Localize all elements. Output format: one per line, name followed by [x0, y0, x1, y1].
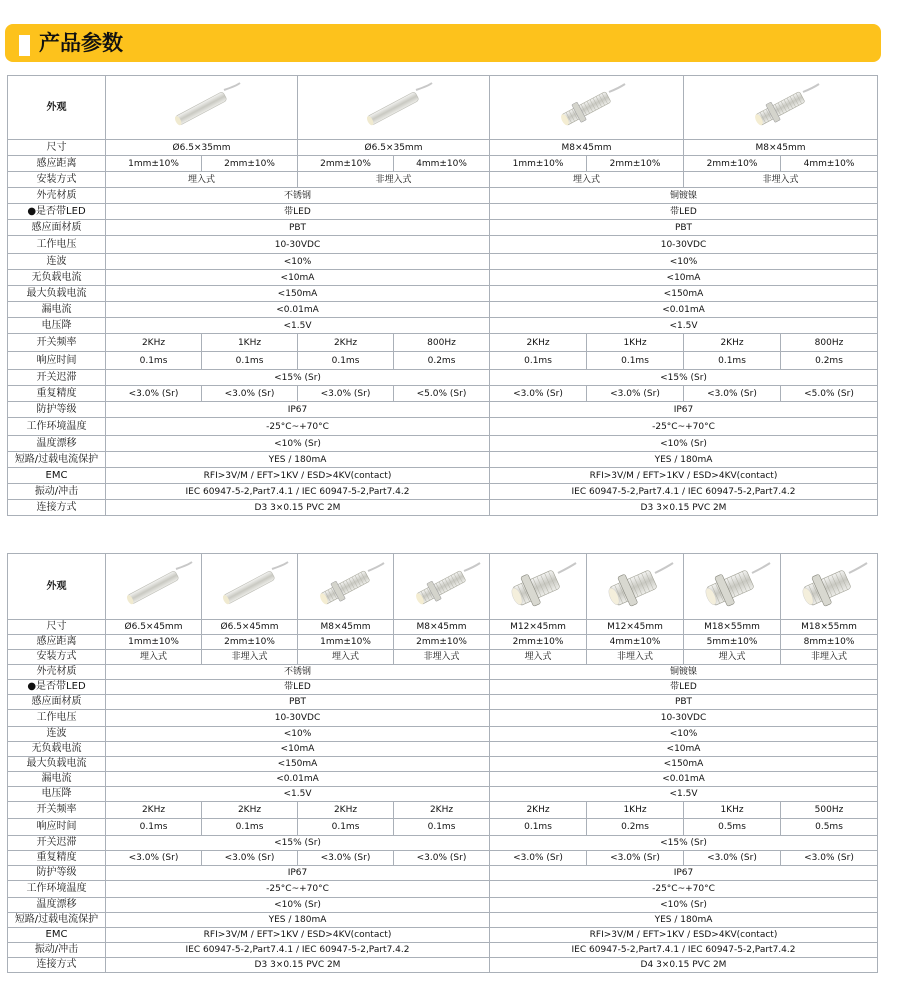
row-label: 最大负载电流	[8, 757, 106, 772]
value-cell: 2KHz	[684, 334, 781, 352]
spec-row-drift	[8, 898, 878, 913]
spec-row-ip	[8, 402, 878, 418]
value-cell: <15% (Sr)	[490, 370, 878, 386]
value-cell: <0.01mA	[106, 772, 490, 787]
value-cell: PBT	[106, 695, 490, 710]
row-label: 外壳材质	[8, 665, 106, 680]
mount-cell: 埋入式	[490, 650, 587, 665]
sensor-photo	[498, 559, 578, 615]
value-cell: 1mm±10%	[106, 156, 202, 172]
value-cell: <3.0% (Sr)	[298, 851, 394, 866]
value-cell: <0.01mA	[490, 772, 878, 787]
row-label: 感应距离	[8, 156, 106, 172]
mount-cell: 埋入式	[106, 172, 298, 188]
value-cell: <3.0% (Sr)	[684, 386, 781, 402]
photo-cell	[490, 554, 587, 620]
sensor-photo	[210, 559, 290, 615]
value-cell: 2mm±10%	[202, 156, 298, 172]
spec-row-short	[8, 452, 878, 468]
value-cell: <150mA	[106, 757, 490, 772]
photo-cell	[587, 554, 684, 620]
row-label: 工作电压	[8, 710, 106, 727]
value-cell: <150mA	[490, 757, 878, 772]
value-cell: <1.5V	[106, 787, 490, 802]
value-cell: 0.1ms	[394, 819, 490, 836]
value-cell: <10mA	[490, 742, 878, 757]
photo-cell	[684, 76, 878, 140]
value-cell: <3.0% (Sr)	[298, 386, 394, 402]
value-cell: 0.1ms	[298, 352, 394, 370]
mount-cell: 非埋入式	[781, 650, 878, 665]
row-label: 响应时间	[8, 819, 106, 836]
value-cell: 1mm±10%	[490, 156, 587, 172]
row-label: 外观	[8, 554, 106, 620]
sensor-photo	[547, 80, 627, 136]
value-cell: 4mm±10%	[781, 156, 878, 172]
value-cell: 铜镀镍	[490, 665, 878, 680]
value-cell: <10%	[490, 727, 878, 742]
row-label: 开关频率	[8, 334, 106, 352]
row-label: 漏电流	[8, 772, 106, 787]
value-cell: YES / 180mA	[490, 913, 878, 928]
row-label: 安装方式	[8, 650, 106, 665]
row-label: 最大负载电流	[8, 286, 106, 302]
mount-cell: 埋入式	[684, 650, 781, 665]
spec-row-temp	[8, 881, 878, 898]
value-cell: <10% (Sr)	[106, 898, 490, 913]
value-cell: <150mA	[106, 286, 490, 302]
size-cell: Ø6.5×35mm	[298, 140, 490, 156]
value-cell: 5mm±10%	[684, 635, 781, 650]
size-cell: M18×55mm	[781, 620, 878, 635]
spec-row-appearance	[8, 76, 878, 140]
value-cell: <10mA	[490, 270, 878, 286]
value-cell: <3.0% (Sr)	[781, 851, 878, 866]
spec-row-face	[8, 695, 878, 710]
value-cell: <5.0% (Sr)	[394, 386, 490, 402]
spec-row-noload	[8, 742, 878, 757]
row-label: 感应面材质	[8, 695, 106, 710]
value-cell: 0.1ms	[298, 819, 394, 836]
row-label: 开关迟滞	[8, 836, 106, 851]
value-cell: <10%	[106, 727, 490, 742]
value-cell: PBT	[490, 695, 878, 710]
row-label: 防护等级	[8, 402, 106, 418]
row-label: 振动/冲击	[8, 484, 106, 500]
row-label: 短路/过载电流保护	[8, 452, 106, 468]
value-cell: 0.1ms	[202, 352, 298, 370]
value-cell: <3.0% (Sr)	[202, 851, 298, 866]
header-accent-bar	[19, 35, 30, 56]
spec-row-hyst	[8, 370, 878, 386]
value-cell: 不锈钢	[106, 665, 490, 680]
value-cell: 2KHz	[106, 334, 202, 352]
row-label: 外观	[8, 76, 106, 140]
value-cell: <1.5V	[490, 787, 878, 802]
value-cell: 0.5ms	[781, 819, 878, 836]
value-cell: D3 3×0.15 PVC 2M	[106, 500, 490, 516]
spec-row-temp	[8, 418, 878, 436]
value-cell: 10-30VDC	[490, 710, 878, 727]
row-label: 工作电压	[8, 236, 106, 254]
spec-row-ripple	[8, 254, 878, 270]
value-cell: 2mm±10%	[684, 156, 781, 172]
spec-row-emc	[8, 928, 878, 943]
photo-cell	[106, 554, 202, 620]
value-cell: <3.0% (Sr)	[587, 851, 684, 866]
value-cell: 2KHz	[298, 334, 394, 352]
sensor-photo	[402, 559, 482, 615]
value-cell: 0.1ms	[684, 352, 781, 370]
photo-cell	[781, 554, 878, 620]
spec-row-appearance	[8, 554, 878, 620]
mount-cell: 非埋入式	[298, 172, 490, 188]
value-cell: D3 3×0.15 PVC 2M	[490, 500, 878, 516]
spec-row-leak	[8, 772, 878, 787]
value-cell: 铜镀镍	[490, 188, 878, 204]
spec-row-housing	[8, 188, 878, 204]
spec-row-vdrop	[8, 318, 878, 334]
value-cell: 0.1ms	[106, 352, 202, 370]
row-label: 感应面材质	[8, 220, 106, 236]
size-cell: Ø6.5×45mm	[106, 620, 202, 635]
value-cell: <10%	[106, 254, 490, 270]
mount-cell: 非埋入式	[684, 172, 878, 188]
mount-cell: 埋入式	[490, 172, 684, 188]
value-cell: 0.1ms	[490, 352, 587, 370]
value-cell: PBT	[490, 220, 878, 236]
value-cell: RFI>3V/M / EFT>1KV / ESD>4KV(contact)	[106, 468, 490, 484]
spec-row-repeat	[8, 386, 878, 402]
spec-row-vib	[8, 943, 878, 958]
value-cell: <10% (Sr)	[490, 436, 878, 452]
row-label: 电压降	[8, 787, 106, 802]
spec-row-distance	[8, 635, 878, 650]
spec-row-mount	[8, 172, 878, 188]
row-label: 连接方式	[8, 958, 106, 973]
value-cell: <5.0% (Sr)	[781, 386, 878, 402]
value-cell: -25°C~+70°C	[490, 418, 878, 436]
value-cell: <3.0% (Sr)	[587, 386, 684, 402]
row-label: 工作环境温度	[8, 881, 106, 898]
value-cell: RFI>3V/M / EFT>1KV / ESD>4KV(contact)	[490, 468, 878, 484]
value-cell: 10-30VDC	[106, 236, 490, 254]
sensor-photo	[741, 80, 821, 136]
spec-row-repeat	[8, 851, 878, 866]
mount-cell: 非埋入式	[202, 650, 298, 665]
spec-row-ip	[8, 866, 878, 881]
size-cell: M12×45mm	[490, 620, 587, 635]
value-cell: <10%	[490, 254, 878, 270]
row-label: ●是否带LED	[8, 204, 106, 220]
value-cell: 2KHz	[490, 802, 587, 819]
value-cell: IP67	[106, 402, 490, 418]
value-cell: <1.5V	[106, 318, 490, 334]
spec-row-conn	[8, 958, 878, 973]
sensor-photo	[595, 559, 675, 615]
row-label: 重复精度	[8, 851, 106, 866]
value-cell: 0.2ms	[781, 352, 878, 370]
value-cell: 0.1ms	[490, 819, 587, 836]
spec-row-conn	[8, 500, 878, 516]
row-label: 防护等级	[8, 866, 106, 881]
value-cell: -25°C~+70°C	[106, 418, 490, 436]
size-cell: Ø6.5×35mm	[106, 140, 298, 156]
value-cell: -25°C~+70°C	[106, 881, 490, 898]
section-header	[5, 24, 881, 62]
value-cell: D4 3×0.15 PVC 2M	[490, 958, 878, 973]
value-cell: YES / 180mA	[106, 452, 490, 468]
value-cell: PBT	[106, 220, 490, 236]
value-cell: 1mm±10%	[106, 635, 202, 650]
sensor-photo	[789, 559, 869, 615]
spec-row-housing	[8, 665, 878, 680]
value-cell: 不锈钢	[106, 188, 490, 204]
size-cell: M12×45mm	[587, 620, 684, 635]
spec-row-mount	[8, 650, 878, 665]
value-cell: YES / 180mA	[490, 452, 878, 468]
value-cell: 8mm±10%	[781, 635, 878, 650]
row-label: 尺寸	[8, 620, 106, 635]
row-label: ●是否带LED	[8, 680, 106, 695]
mount-cell: 非埋入式	[587, 650, 684, 665]
spec-row-hyst	[8, 836, 878, 851]
size-cell: M8×45mm	[298, 620, 394, 635]
value-cell: IEC 60947-5-2,Part7.4.1 / IEC 60947-5-2,Part7.4.2	[490, 943, 878, 958]
value-cell: 0.1ms	[202, 819, 298, 836]
value-cell: <3.0% (Sr)	[490, 851, 587, 866]
spec-row-leak	[8, 302, 878, 318]
value-cell: <15% (Sr)	[490, 836, 878, 851]
spec-row-noload	[8, 270, 878, 286]
photo-cell	[106, 76, 298, 140]
photo-cell	[202, 554, 298, 620]
photo-cell	[684, 554, 781, 620]
size-cell: M18×55mm	[684, 620, 781, 635]
spec-row-voltage	[8, 710, 878, 727]
value-cell: <10mA	[106, 270, 490, 286]
value-cell: <0.01mA	[106, 302, 490, 318]
row-label: EMC	[8, 468, 106, 484]
value-cell: IEC 60947-5-2,Part7.4.1 / IEC 60947-5-2,Part7.4.2	[490, 484, 878, 500]
spec-row-voltage	[8, 236, 878, 254]
spec-row-led	[8, 680, 878, 695]
value-cell: 0.5ms	[684, 819, 781, 836]
value-cell: <150mA	[490, 286, 878, 302]
value-cell: <3.0% (Sr)	[106, 851, 202, 866]
row-label: 无负载电流	[8, 270, 106, 286]
value-cell: -25°C~+70°C	[490, 881, 878, 898]
row-label: 开关迟滞	[8, 370, 106, 386]
row-label: EMC	[8, 928, 106, 943]
spec-row-led	[8, 204, 878, 220]
row-label: 响应时间	[8, 352, 106, 370]
value-cell: 带LED	[490, 680, 878, 695]
row-label: 温度漂移	[8, 898, 106, 913]
value-cell: <1.5V	[490, 318, 878, 334]
value-cell: 1KHz	[587, 802, 684, 819]
value-cell: 800Hz	[394, 334, 490, 352]
spec-row-resp	[8, 352, 878, 370]
row-label: 漏电流	[8, 302, 106, 318]
value-cell: <15% (Sr)	[106, 836, 490, 851]
spec-row-freq	[8, 334, 878, 352]
value-cell: 0.2ms	[394, 352, 490, 370]
row-label: 安装方式	[8, 172, 106, 188]
row-label: 振动/冲击	[8, 943, 106, 958]
value-cell: RFI>3V/M / EFT>1KV / ESD>4KV(contact)	[490, 928, 878, 943]
value-cell: 带LED	[106, 680, 490, 695]
section-title: 产品参数	[39, 31, 123, 55]
value-cell: D3 3×0.15 PVC 2M	[106, 958, 490, 973]
value-cell: IEC 60947-5-2,Part7.4.1 / IEC 60947-5-2,Part7.4.2	[106, 943, 490, 958]
value-cell: 带LED	[106, 204, 490, 220]
spec-row-distance	[8, 156, 878, 172]
row-label: 外壳材质	[8, 188, 106, 204]
value-cell: <3.0% (Sr)	[202, 386, 298, 402]
mount-cell: 非埋入式	[394, 650, 490, 665]
value-cell: 带LED	[490, 204, 878, 220]
value-cell: 2mm±10%	[587, 156, 684, 172]
value-cell: <3.0% (Sr)	[684, 851, 781, 866]
value-cell: 2KHz	[202, 802, 298, 819]
value-cell: 10-30VDC	[490, 236, 878, 254]
value-cell: <10mA	[106, 742, 490, 757]
size-cell: M8×45mm	[684, 140, 878, 156]
row-label: 短路/过载电流保护	[8, 913, 106, 928]
value-cell: 0.1ms	[106, 819, 202, 836]
spec-row-size	[8, 620, 878, 635]
spec-row-vib	[8, 484, 878, 500]
sensor-photo	[114, 559, 194, 615]
value-cell: IP67	[490, 866, 878, 881]
spec-table-1	[7, 75, 878, 516]
row-label: 尺寸	[8, 140, 106, 156]
photo-cell	[298, 554, 394, 620]
photo-cell	[490, 76, 684, 140]
value-cell: IP67	[106, 866, 490, 881]
value-cell: 2mm±10%	[394, 635, 490, 650]
row-label: 无负载电流	[8, 742, 106, 757]
spec-table-2	[7, 553, 878, 973]
mount-cell: 埋入式	[106, 650, 202, 665]
spec-row-resp	[8, 819, 878, 836]
mount-cell: 埋入式	[298, 650, 394, 665]
value-cell: 800Hz	[781, 334, 878, 352]
value-cell: 1KHz	[202, 334, 298, 352]
row-label: 连波	[8, 727, 106, 742]
value-cell: <3.0% (Sr)	[394, 851, 490, 866]
size-cell: M8×45mm	[490, 140, 684, 156]
photo-cell	[394, 554, 490, 620]
spec-row-maxload	[8, 757, 878, 772]
row-label: 温度漂移	[8, 436, 106, 452]
value-cell: 1KHz	[684, 802, 781, 819]
value-cell: 2mm±10%	[202, 635, 298, 650]
sensor-photo	[162, 80, 242, 136]
value-cell: IEC 60947-5-2,Part7.4.1 / IEC 60947-5-2,Part7.4.2	[106, 484, 490, 500]
spec-row-freq	[8, 802, 878, 819]
value-cell: <10% (Sr)	[106, 436, 490, 452]
sensor-photo	[354, 80, 434, 136]
row-label: 开关频率	[8, 802, 106, 819]
value-cell: 2KHz	[106, 802, 202, 819]
size-cell: Ø6.5×45mm	[202, 620, 298, 635]
row-label: 连接方式	[8, 500, 106, 516]
spec-row-face	[8, 220, 878, 236]
value-cell: 1mm±10%	[298, 635, 394, 650]
row-label: 连波	[8, 254, 106, 270]
value-cell: 0.2ms	[587, 819, 684, 836]
spec-row-vdrop	[8, 787, 878, 802]
value-cell: <10% (Sr)	[490, 898, 878, 913]
value-cell: <3.0% (Sr)	[106, 386, 202, 402]
spec-row-size	[8, 140, 878, 156]
value-cell: <3.0% (Sr)	[490, 386, 587, 402]
value-cell: <15% (Sr)	[106, 370, 490, 386]
row-label: 电压降	[8, 318, 106, 334]
spec-row-short	[8, 913, 878, 928]
value-cell: RFI>3V/M / EFT>1KV / ESD>4KV(contact)	[106, 928, 490, 943]
spec-row-drift	[8, 436, 878, 452]
value-cell: 2KHz	[298, 802, 394, 819]
value-cell: IP67	[490, 402, 878, 418]
value-cell: 4mm±10%	[394, 156, 490, 172]
value-cell: 4mm±10%	[587, 635, 684, 650]
row-label: 重复精度	[8, 386, 106, 402]
photo-cell	[298, 76, 490, 140]
row-label: 工作环境温度	[8, 418, 106, 436]
sensor-photo	[692, 559, 772, 615]
value-cell: 500Hz	[781, 802, 878, 819]
value-cell: 0.1ms	[587, 352, 684, 370]
spec-row-ripple	[8, 727, 878, 742]
value-cell: 1KHz	[587, 334, 684, 352]
spec-row-maxload	[8, 286, 878, 302]
value-cell: 2KHz	[490, 334, 587, 352]
spec-row-emc	[8, 468, 878, 484]
value-cell: 2KHz	[394, 802, 490, 819]
value-cell: 10-30VDC	[106, 710, 490, 727]
value-cell: 2mm±10%	[298, 156, 394, 172]
row-label: 感应距离	[8, 635, 106, 650]
value-cell: <0.01mA	[490, 302, 878, 318]
value-cell: 2mm±10%	[490, 635, 587, 650]
value-cell: YES / 180mA	[106, 913, 490, 928]
size-cell: M8×45mm	[394, 620, 490, 635]
sensor-photo	[306, 559, 386, 615]
